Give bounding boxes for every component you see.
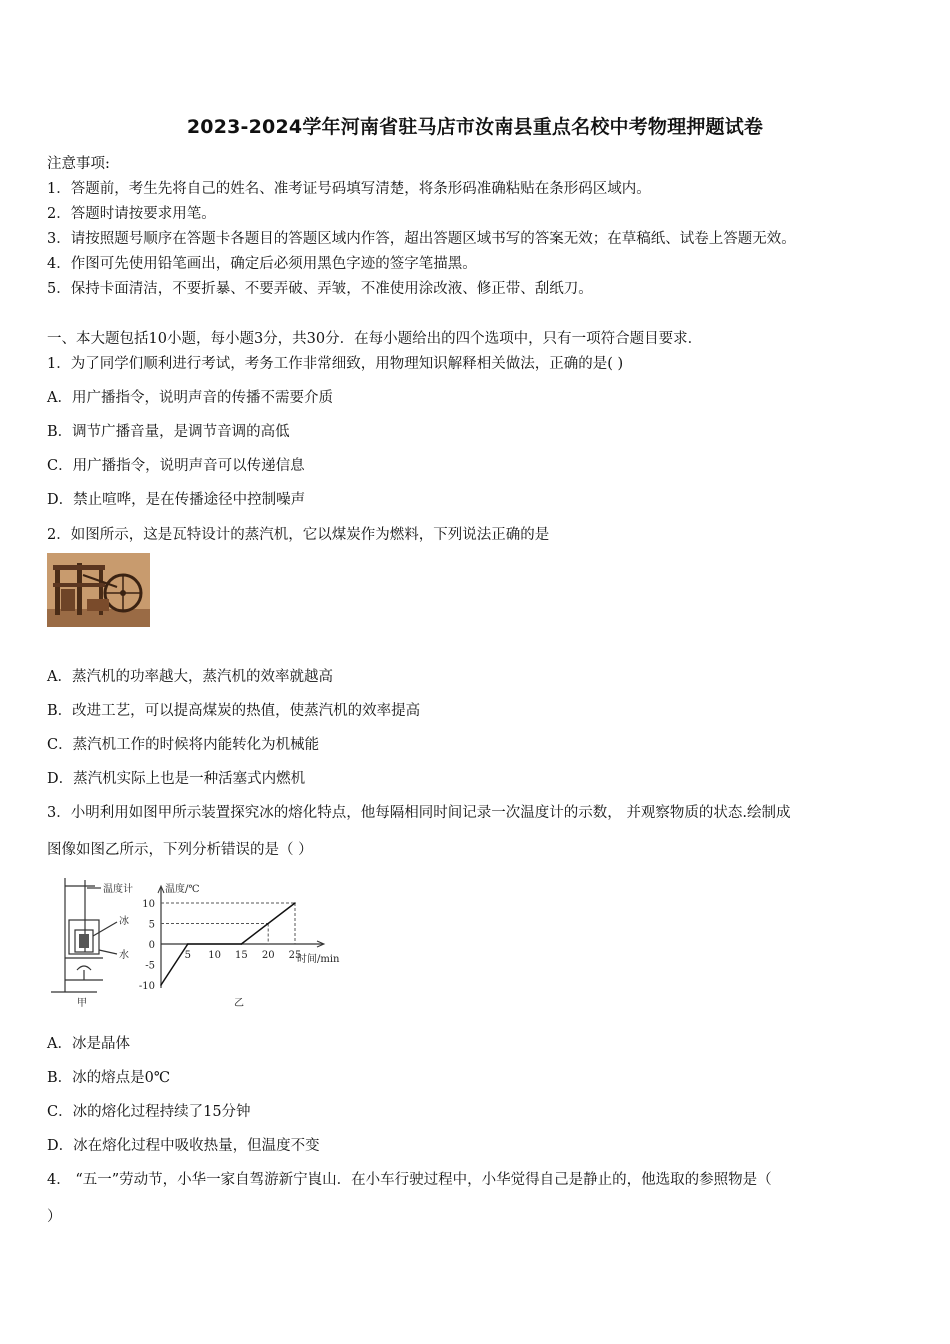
note-item: 4．作图可先使用铅笔画出，确定后必须用黑色字迹的签字笔描黑。 (47, 256, 477, 272)
chart-ylabel: 温度/℃ (165, 884, 200, 895)
x-tick-label: 15 (235, 950, 248, 961)
data-point (241, 943, 243, 945)
x-tick-label: 25 (288, 950, 302, 961)
data-point (160, 984, 162, 986)
question-2-option-c: C．蒸汽机工作的时候将内能转化为机械能 (47, 737, 320, 753)
question-3-option-d: D．冰在熔化过程中吸收热量，但温度不变 (47, 1138, 320, 1154)
y-tick-label: -10 (138, 981, 155, 992)
question-3-stem-line-2: 图像如图乙所示，下列分析错误的是（ ） (47, 842, 313, 858)
question-4-stem-line-2: ） (47, 1209, 62, 1225)
y-tick-label: -5 (145, 960, 155, 972)
apparatus-label-thermometer: 温度计 (103, 884, 133, 895)
question-1-option-c: C．用广播指令，说明声音可以传递信息 (47, 458, 305, 474)
question-1-option-a: A．用广播指令，说明声音的传播不需要介质 (47, 390, 333, 406)
question-3-option-c: C．冰的熔化过程持续了15分钟 (47, 1104, 251, 1120)
ice-block (79, 934, 89, 948)
apparatus-label-water: 水 (119, 950, 129, 961)
question-2-option-a: A．蒸汽机的功率越大，蒸汽机的效率就越高 (47, 669, 333, 685)
chart-xlabel: 时间/min (297, 954, 340, 965)
notes-heading: 注意事项: (47, 156, 110, 172)
data-point (187, 943, 189, 945)
data-point (294, 902, 296, 904)
question-3-option-a: A．冰是晶体 (47, 1036, 130, 1052)
y-tick-label: 10 (142, 899, 155, 910)
question-3-option-b: B．冰的熔点是0℃ (47, 1070, 171, 1086)
note-item: 1．答题前，考生先将自己的姓名、准考证号码填写清楚，将条形码准确粘贴在条形码区域内。 (47, 181, 651, 197)
note-item: 2．答题时请按要求用笔。 (47, 206, 216, 222)
caption-left: 甲 (77, 998, 87, 1009)
page-title: 2023-2024学年河南省驻马店市汝南县重点名校中考物理押题试卷 (186, 116, 764, 138)
question-2-option-d: D．蒸汽机实际上也是一种活塞式内燃机 (47, 771, 306, 787)
section-heading: 一、本大题包括10小题，每小题3分，共30分．在每小题给出的四个选项中，只有一项符合题目要求． (47, 331, 703, 347)
caption-right: 乙 (234, 998, 244, 1009)
y-tick-label: 5 (148, 919, 155, 931)
question-3-figure (47, 870, 357, 1012)
question-1-option-b: B．调节广播音量，是调节音调的高低 (47, 424, 290, 440)
apparatus-label-ice: 冰 (119, 916, 129, 927)
note-item: 5．保持卡面清洁，不要折暴、不要弄破、弄皱，不准使用涂改液、修正带、刮纸刀。 (47, 281, 593, 297)
question-1-stem: 1．为了同学们顺利进行考试，考务工作非常细致，用物理知识解释相关做法，正确的是( ) (47, 356, 624, 372)
x-tick-label: 20 (261, 950, 275, 961)
question-2-stem: 2．如图所示，这是瓦特设计的蒸汽机，它以煤炭作为燃料，下列说法正确的是 (47, 527, 550, 543)
y-tick-label: 0 (148, 940, 155, 951)
x-tick-label: 10 (208, 950, 221, 961)
question-1-option-d: D．禁止喧哗，是在传播途径中控制噪声 (47, 492, 306, 508)
x-tick-label: 5 (184, 950, 191, 961)
question-4-stem-line-1: 4． “五一”劳动节，小华一家自驾游新宁崀山．在小车行驶过程中，小华觉得自己是静止的，他选取的参照物是（ (47, 1172, 772, 1188)
steam-engine-photo (47, 553, 150, 627)
temperature-time-graph (139, 886, 324, 992)
note-item: 3．请按照题号顺序在答题卡各题目的答题区域内作答，超出答题区域书写的答案无效；在草稿纸、试卷上答题无效。 (47, 231, 796, 247)
question-3-stem-line-1: 3．小明利用如图甲所示装置探究冰的熔化特点，他每隔相同时间记录一次温度计的示数， 并观察物质的状态.绘制成 (47, 805, 791, 821)
question-2-option-b: B．改进工艺，可以提高煤炭的热值，使蒸汽机的效率提高 (47, 703, 421, 719)
